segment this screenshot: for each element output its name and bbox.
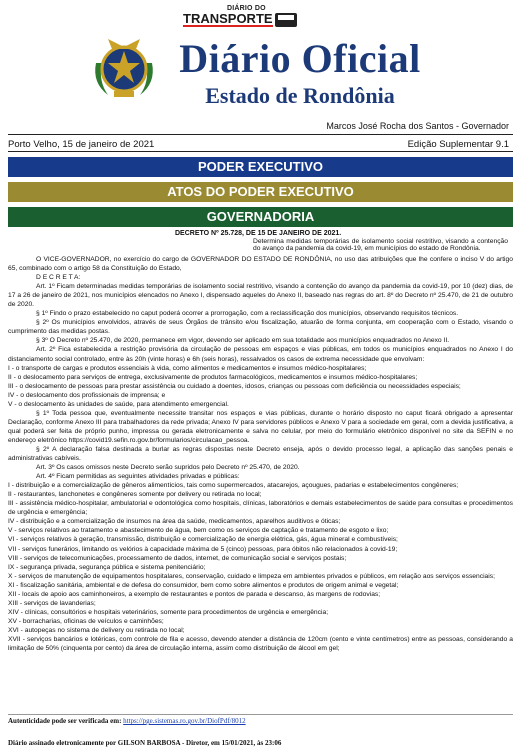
- decree-paragraph: § 3º O Decreto nº 25.470, de 2020, permanece em vigor, devendo ser aplicado em sua totalidade aos municípios enquadrados no Anexo II.: [36, 337, 450, 345]
- masthead: [0, 0, 521, 118]
- decree-paragraph: VII - serviços funerários, limitando os velórios à capacidade máxima de 5 (cinco) pessoas, para óbitos não relacionados à covid-19;: [8, 545, 398, 553]
- decree-paragraph: II - restaurantes, lanchonetes e congêneres somente por delivery ou retirada no local;: [8, 491, 262, 499]
- logo-big-text: TRANSPORTE: [183, 11, 273, 26]
- governor-name: Marcos José Rocha dos Santos - Governador: [326, 121, 509, 131]
- decree-paragraph: VIII - serviços de telecomunicações, processamento de dados, internet, de comunicação social e serviços postais;: [8, 554, 347, 562]
- decree-paragraph: III - o deslocamento de pessoas para prestar assistência ou cuidado a doentes, idosos, crianças ou pessoas com deficiência ou necessidades especiais;: [8, 382, 461, 390]
- decree-paragraph: XV - borracharias, oficinas de veículos e caminhões;: [8, 617, 164, 625]
- decree-paragraph: § 2º Os municípios envolvidos, através de seus Órgãos de trânsito e/ou fiscalização, atuarão de forma conjunta, em cooperação com o Estado, visando o cumprimento das medidas postas.: [8, 319, 513, 336]
- decree-paragraph: O VICE-GOVERNADOR, no exercício do cargo de GOVERNADOR DO ESTADO DE RONDÔNIA, no uso das atribuições que lhe confere o inciso V do artigo 65, combinado com o artigo 58 da Constituição do Estado,: [8, 256, 513, 273]
- divider: [8, 151, 513, 152]
- signature-line: Diário assinado eletronicamente por GILSON BARBOSA - Diretor, em 15/01/2021, às 23:06: [8, 739, 282, 747]
- decree-paragraph: I - distribuição e a comercialização de gêneros alimentícios, tais como supermercados, atacarejos, açougues, padarias e estabelecimentos congêneres;: [8, 482, 459, 490]
- decree-paragraph: XII - locais de apoio aos caminhoneiros, a exemplo de restaurantes e pontos de parada e descanso, às margens de rodovias;: [8, 590, 381, 598]
- decree-paragraph: II - o deslocamento para serviços de entrega, exclusivamente de produtos farmacológicos, medicamentos e insumos médico-hospitalares;: [8, 373, 418, 381]
- decree-paragraph: VI - serviços relativos à geração, transmissão, distribuição e comercialização de energia elétrica, gás, água mineral e combustíveis;: [8, 536, 398, 544]
- decree-paragraph: XI - fiscalização sanitária, ambiental e de defesa do consumidor, bem como sobre alimentos e produtos de origem animal e vegetal;: [8, 581, 399, 589]
- decree-paragraph: XIII - serviços de lavanderias;: [8, 599, 96, 607]
- decree-paragraph: § 2º A declaração falsa destinada a burlar as regras dispostas neste Decreto enseja, após o devido processo legal, a aplicação das sanções penais e administrativas cabíveis.: [8, 445, 513, 463]
- decree-paragraph: § 1º Findo o prazo estabelecido no caput poderá ocorrer a prorrogação, com a reclassificação dos municípios, observando requisitos técnicos.: [36, 310, 459, 318]
- logo-small-text: DIÁRIO DO: [227, 5, 266, 12]
- decree-paragraph: Art. 1º Ficam determinadas medidas temporárias de isolamento social restritivo, visando a contenção do avanço da pandemia da covid-19, por 10 (dez) dias, de 17 a 26 de janeiro de 2021, nos municípios elencados no Anexo I, dispensado aqueles do Anexo II, baseado nas regras do art. 8º do Decreto nº 25.470, de 21 de outubro de 2020.: [8, 283, 513, 309]
- decree-paragraph: D E C R E T A:: [36, 274, 81, 282]
- section-band-governadoria: GOVERNADORIA: [8, 207, 513, 227]
- page-title: Diário Oficial: [179, 36, 421, 81]
- section-band-poder-executivo: PODER EXECUTIVO: [8, 157, 513, 177]
- diario-transporte-logo[interactable]: [183, 5, 297, 27]
- decree-paragraph: III - assistência médico-hospitalar, ambulatorial e odontológica como hospitais, clínicas, laboratórios e demais estabelecimentos de saúde para consultas e procedimentos de urgência e emergência;: [8, 500, 513, 517]
- bus-icon: [275, 13, 297, 27]
- divider: [8, 714, 513, 715]
- decree-paragraph: Art. 4º Ficam permitidas as seguintes atividades privadas e públicas:: [36, 473, 240, 481]
- page-subtitle: Estado de Rondônia: [205, 83, 395, 108]
- decree-paragraph: IX - segurança privada, segurança pública e sistema penitenciário;: [8, 563, 206, 571]
- decree-paragraph: V - serviços relativos ao tratamento e abastecimento de água, bem como os serviços de captação e tratamento de esgoto e lixo;: [8, 527, 389, 535]
- decree-paragraph: Art. 3º Os casos omissos neste Decreto serão supridos pelo Decreto nº 25.470, de 2020.: [36, 464, 300, 472]
- decree-paragraph: Art. 2º Fica estabelecida a restrição provisória da circulação de pessoas em espaços e vias públicas, em todos os municípios enquadrados no Anexo I do distanciamento social controlado, entre às 20h (vinte horas) e 6h (seis horas), ressalvados os casos de extrema necessidade que envolvam:: [8, 346, 513, 363]
- decree-paragraph: X - serviços de manutenção de equipamentos hospitalares, conservação, cuidado e limpeza em ambientes privados e públicos, em relação aos serviços essenciais;: [8, 572, 495, 580]
- decree-paragraph: IV - distribuição e a comercialização de insumos na área da saúde, medicamentos, aparelhos auditivos e óticas;: [8, 518, 341, 526]
- decree-paragraph: XIV - clínicas, consultórios e hospitais veterinários, somente para procedimentos de urgência e emergência;: [8, 608, 329, 616]
- edition-label: Edição Suplementar 9.1: [407, 139, 509, 150]
- divider: [8, 134, 513, 135]
- place-date: Porto Velho, 15 de janeiro de 2021: [8, 139, 155, 150]
- section-band-atos: ATOS DO PODER EXECUTIVO: [8, 182, 513, 202]
- decree-paragraph: § 1º Toda pessoa que, eventualmente necessite transitar nos espaços e vias públicas, durante o horário disposto no caput ficará obrigado a apresentar Declaração, conforme Anexo III para trabalhadores da rede privada; Anexo IV para servidores públicos e Anexo V para a sociedade em geral, com a devida justificativa, a qual poderá ser feita de próprio punho, impressa ou gerada eletronicamente e salva no celular, por meio do formulário eletrônico disponível no site da SEFIN e no endereço eletrônico https://covid19.sefin.ro.gov.br/formularios/circulacao_pessoa.: [8, 409, 513, 444]
- decree-ementa: Determina medidas temporárias de isolamento social restritivo, visando a contenção do avanço da pandemia da covid-19, em municípios do estado de Rondônia.: [253, 238, 508, 252]
- decree-paragraph: XVII - serviços bancários e lotéricas, com controle de fila e acesso, devendo atender a distância de 120cm (cento e vinte centímetros) entre as pessoas, considerando a limitação de 50% (cinquenta por cento) da área de circulação interna, assim como distribuição de álcool em gel;: [8, 635, 513, 653]
- decree-number: DECRETO Nº 25.728, DE 15 DE JANEIRO DE 2021.: [175, 230, 342, 237]
- authenticity-label: Autenticidade pode ser verificada em:: [8, 717, 122, 725]
- decree-paragraph: XVI - autopeças no sistema de delivery ou retirada no local;: [8, 626, 185, 634]
- decree-body: [8, 255, 513, 653]
- decree-paragraph: IV - o deslocamento dos profissionais de imprensa; e: [8, 391, 166, 399]
- authenticity-note: [8, 717, 246, 725]
- decree-paragraph: I - o transporte de cargas e produtos essenciais à vida, como alimentos e medicamentos e insumos médico-hospitalares;: [8, 364, 367, 372]
- authenticity-link[interactable]: https://pge.sistemas.ro.gov.br/DiofPdf/8012: [123, 717, 246, 725]
- decree-paragraph: V - o deslocamento às unidades de saúde, para atendimento emergencial.: [8, 400, 229, 408]
